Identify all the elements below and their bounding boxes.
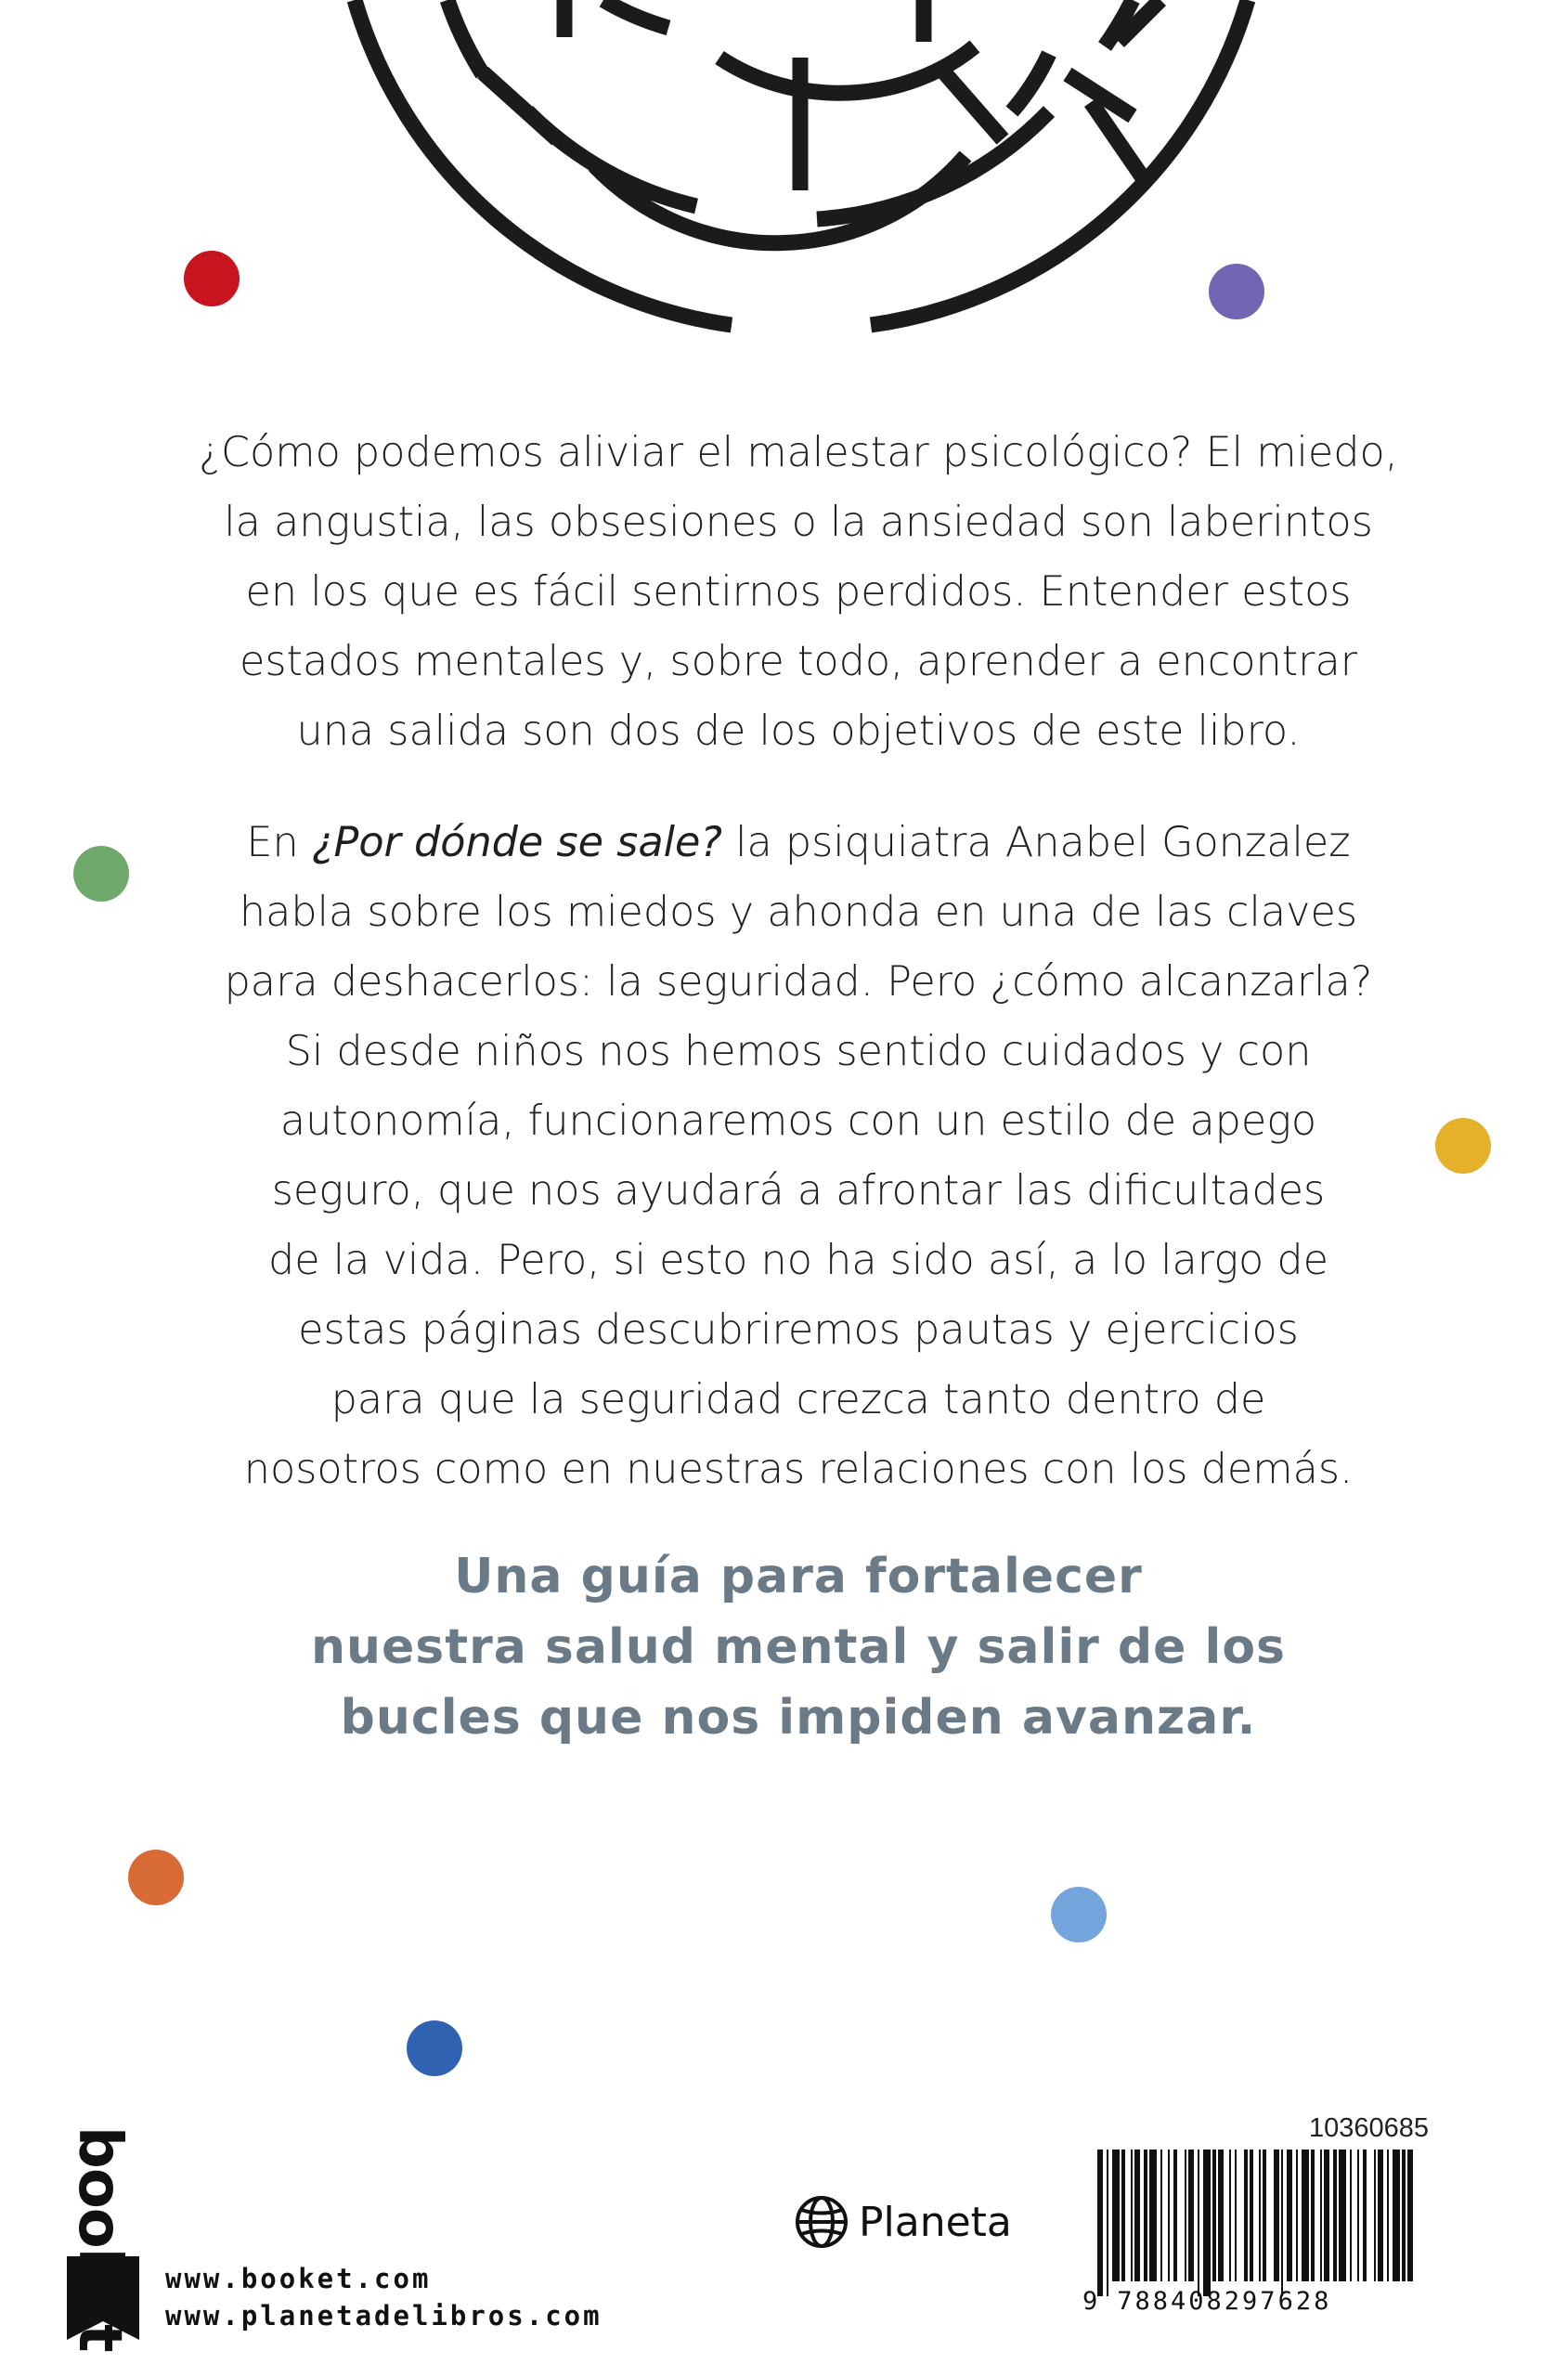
barcode-bar <box>1274 2150 1279 2281</box>
booket-logo <box>61 2126 145 2352</box>
barcode-bar <box>1311 2150 1315 2281</box>
globe-icon <box>794 2194 849 2250</box>
barcode-bar <box>1203 2150 1211 2296</box>
isbn-number <box>1082 2287 1435 2316</box>
tagline-line: bucles que nos impiden avanzar. <box>340 1690 1257 1746</box>
barcode-bar <box>1250 2150 1253 2281</box>
text-line: en los que es fácil sentirnos perdidos. Entender estos <box>245 568 1352 616</box>
decorative-dot-red <box>184 251 240 306</box>
barcode-bar <box>1134 2150 1140 2281</box>
booket-url[interactable]: www.booket.com <box>165 2263 432 2294</box>
barcode-bar <box>1387 2150 1389 2281</box>
publisher-urls <box>165 2260 603 2334</box>
text-line: para que la seguridad crezca tanto dentro de <box>330 1376 1266 1423</box>
text-line: autonomía, funcionaremos con un estilo de apego <box>279 1098 1317 1145</box>
book-title: ¿Por dónde se sale? <box>311 819 722 866</box>
barcode-bar <box>1235 2150 1237 2281</box>
decorative-dot-purple <box>1209 264 1264 319</box>
text-line: habla sobre los miedos y ahonda en una de las claves <box>239 889 1358 936</box>
barcode <box>1077 2150 1430 2298</box>
barcode-bar <box>1287 2150 1292 2281</box>
text-line: de la vida. Pero, si esto no ha sido así, a lo largo de <box>267 1237 1329 1284</box>
barcode-bar <box>1302 2150 1309 2281</box>
tagline-line: Una guía para fortalecer <box>454 1549 1143 1604</box>
barcode-bar <box>1229 2150 1231 2281</box>
text-line: ¿Cómo podemos aliviar el malestar psicológico? El miedo, <box>199 429 1398 476</box>
barcode-bar <box>1363 2150 1367 2281</box>
barcode-bar <box>1173 2150 1177 2281</box>
barcode-bar <box>1259 2150 1261 2281</box>
barcode-bar <box>1263 2150 1266 2281</box>
text-line: Si desde niños nos hemos sentido cuidados y con <box>285 1028 1312 1075</box>
text-fragment: la psiquiatra Anabel Gonzalez <box>721 819 1351 866</box>
decorative-dot-lightblue <box>1051 1887 1107 1942</box>
barcode-bar <box>1402 2150 1406 2281</box>
catalog-number: 10360685 <box>1309 2113 1430 2143</box>
barcode-bar <box>1324 2150 1329 2281</box>
barcode-bar <box>1218 2150 1224 2281</box>
barcode-bar <box>1121 2150 1125 2281</box>
booket-logo-text: booket <box>65 2126 134 2352</box>
barcode-bar <box>1357 2150 1359 2281</box>
barcode-bar <box>1107 2150 1108 2296</box>
text-line: nosotros como en nuestras relaciones con los demás. <box>243 1446 1354 1493</box>
barcode-bar <box>1131 2150 1133 2281</box>
barcode-bar <box>1333 2150 1337 2281</box>
decorative-dot-green <box>73 846 129 902</box>
isbn-first-digit: 9 <box>1082 2287 1101 2316</box>
barcode-bar <box>1339 2150 1346 2281</box>
barcode-bar <box>1378 2150 1383 2281</box>
planeta-logo <box>794 2189 1012 2254</box>
decorative-dot-blue <box>407 2020 462 2076</box>
text-fragment: En <box>246 819 312 866</box>
description-paragraph-2 <box>139 808 1458 1504</box>
tagline-line: nuestra salud mental y salir de los <box>310 1619 1287 1675</box>
barcode-bar <box>1350 2150 1352 2281</box>
barcode-bar <box>1212 2150 1216 2281</box>
barcode-bar <box>1097 2150 1103 2296</box>
planetadelibros-url[interactable]: www.planetadelibros.com <box>165 2300 603 2332</box>
barcode-bar <box>1149 2150 1157 2281</box>
barcode-bar <box>1374 2150 1376 2281</box>
barcode-bar <box>1168 2150 1170 2281</box>
planeta-logo-text: Planeta <box>859 2198 1012 2246</box>
tagline <box>139 1541 1458 1753</box>
barcode-bar <box>1281 2150 1283 2296</box>
barcode-bar <box>1296 2150 1298 2281</box>
barcode-bar <box>1320 2150 1322 2281</box>
maze-illustration <box>0 0 1568 353</box>
isbn-digits: 788408297628 <box>1117 2287 1332 2316</box>
barcode-bar <box>1144 2150 1147 2281</box>
barcode-bar <box>1185 2150 1186 2281</box>
barcode-bar <box>1198 2150 1199 2296</box>
barcode-bar <box>1407 2150 1413 2281</box>
barcode-bar <box>1112 2150 1120 2281</box>
text-line: para deshacerlos: la seguridad. Pero ¿cómo alcanzarla? <box>224 958 1373 1006</box>
barcode-bar <box>1160 2150 1162 2281</box>
text-line <box>139 808 1458 877</box>
decorative-dot-orange <box>128 1850 184 1905</box>
text-line: la angustia, las obsesiones o la ansiedad son laberintos <box>224 499 1373 546</box>
text-line: estas páginas descubriremos pautas y ejercicios <box>298 1306 1299 1354</box>
text-line: una salida son dos de los objetivos de este libro. <box>296 708 1301 755</box>
text-line: seguro, que nos ayudará a afrontar las dificultades <box>271 1167 1326 1214</box>
barcode-bar <box>1244 2150 1248 2281</box>
description-paragraph-1 <box>139 418 1458 766</box>
barcode-bar <box>1393 2150 1400 2281</box>
text-line: estados mentales y, sobre todo, aprender a encontrar <box>239 638 1358 685</box>
barcode-bar <box>1188 2150 1194 2281</box>
